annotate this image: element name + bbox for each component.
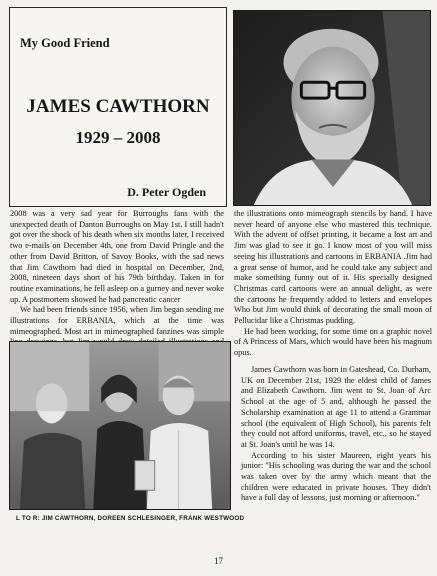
page-number: 17 <box>214 556 223 566</box>
article-title: JAMES CAWTHORN <box>26 96 210 117</box>
photo-caption: L TO R: JIM CAWTHORN, DOREEN SCHLESINGER, FRANK WESTWOOD <box>16 515 245 522</box>
paragraph: According to his sister Maureen, eight years his junior: "His schooling was during the war and the school was taken over by the army which meant that the children were educated in private houses. They didn't have a full day of lessons, just morning or afternoon." <box>241 450 431 503</box>
text-column-left <box>10 209 224 359</box>
kicker: My Good Friend <box>20 36 110 50</box>
paragraph: 2008 was a very sad year for Burroughs fans with the unexpected death of Danton Burroughs on May 1st. I still hadn't got over the shock of his death when six months later, I received two e-mails on December 4th, one from David Pringle and the other from David Britton, of Savoy Books, with the sad news that Jim Cawthorn had died in hospital on December, 2nd, 2008, nineteen days short of his 79th birthday. Taken in for routine examinations, he fell asleep on a gurney and never woke up. A postmortem showed he had pancreatic cancer <box>10 209 224 304</box>
text-column-right <box>234 209 432 359</box>
life-years: 1929 – 2008 <box>75 128 161 147</box>
group-photo <box>9 341 231 510</box>
paragraph: We had been friends since 1956, when Jim began sending me illustrations for ERBANIA, which at the time was mimeographed. Most art in mimeographed fanzines was simple <box>10 305 224 336</box>
title-box <box>9 7 227 207</box>
paragraph: He had been working, for some time on a graphic novel of A Princess of Mars, which would have been his magnum opus. <box>234 326 432 358</box>
text-column-right-lower <box>241 365 431 504</box>
author-byline: D. Peter Ogden <box>127 185 206 199</box>
paragraph: the illustrations onto mimeograph stencils by hand. I have never heard of anyone else who mastered this technique. With the advent of offset printing, it became a lost art and Jim was glad to see it go. I know most of you will miss seeing his illustrations and cartoons in ERBANIA .Jim had a great sense of humor, and he could take any subject and make something funny out of it. His specially designed Christmas card cartoons were an annual delight, as were the cartoons he frequently added to letters and envelopes Who but Jim would think of decorating the small moon of Pellucidar like a Christmas pudding. <box>234 209 432 326</box>
paragraph: James Cawthorn was born in Gateshead, Co. Durham, UK on December 21st, 1929 the eldest child of James and Elizabeth Cawthorn. Jim went to St. Joan of Arc School at the age of 5 and, although he passed the Scholarship examination at age 11 to attend a Grammar school (the equivalent of High School), his parents felt they could not afford uniforms, travel, etc., so he stayed at St. Joan's until he was 14. <box>241 365 431 449</box>
portrait-photo <box>233 10 431 206</box>
